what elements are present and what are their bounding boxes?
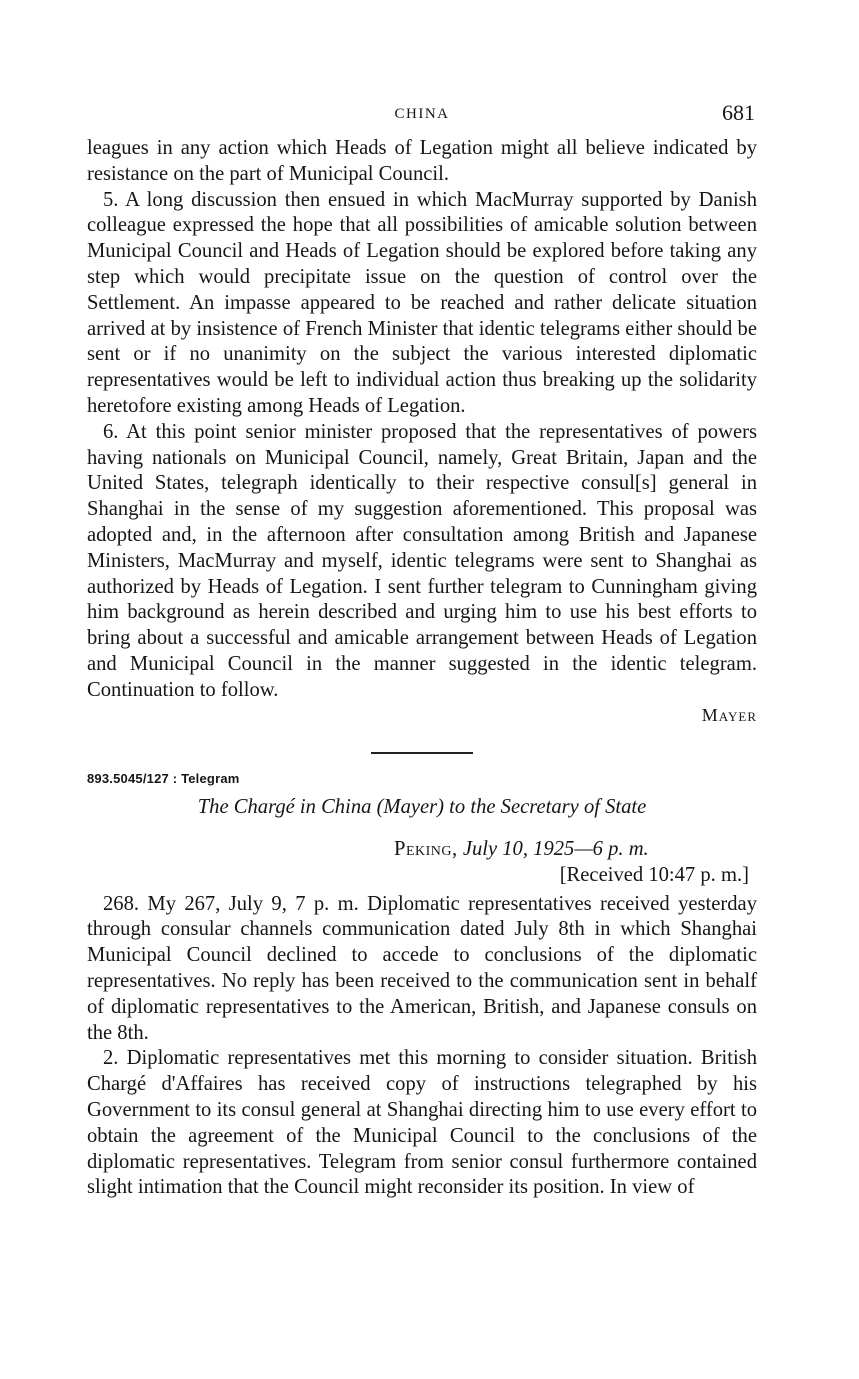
paragraph-268: 268. My 267, July 9, 7 p. m. Diplomatic representatives received yesterday through consular channels communication dated July 8th in which Shanghai Municipal Council declined to accede to conclusions of the diplomatic representatives. No reply has been received to the communication sent in behalf of diplomatic representatives to the American, British, and Japanese consuls on the 8th. xyxy=(87,892,757,1044)
dateline-date: July 10, 1925—6 p. m. xyxy=(462,837,649,860)
received-note: [Received 10:47 p. m.] xyxy=(559,863,749,886)
document-title: The Chargé in China (Mayer) to the Secretary of State xyxy=(197,795,647,818)
page-number: 681 xyxy=(722,100,755,125)
signature: Mayer xyxy=(701,704,757,725)
file-reference: 893.5045/127 : Telegram xyxy=(87,770,240,786)
dateline xyxy=(87,836,757,862)
paragraph-5: 5. A long discussion then ensued in which MacMurray supported by Danish colleague expressed the hope that all possibilities of amicable solution between Municipal Council and Heads of Legation should be explored before taking any step which would precipitate issue on the question of control over the Settlement. An impasse appeared to be reached and rather delicate situation arrived at by insistence of French Minister that identic telegrams either should be sent or if no unanimity on the subject the various interested diplomatic representatives would be left to individual action thus breaking up the solidarity heretofore existing among Heads of Legation. xyxy=(87,188,757,417)
document-page xyxy=(87,96,757,1201)
paragraph-2: 2. Diplomatic representatives met this morning to consider situation. British Chargé d'Affaires has received copy of instructions telegraphed by his Government to its consul general at Shanghai directing him to use every effort to obtain the agreement of the Municipal Council to the conclusions of the diplomatic representatives. Telegram from senior consul furthermore contained slight intimation that the Council might reconsider its position. In view of xyxy=(87,1047,757,1199)
paragraph-6: 6. At this point senior minister proposed that the representatives of powers having nationals on Municipal Council, namely, Great Britain, Japan and the United States, telegraph identically to their respective consul[s] general in Shanghai in the sense of my suggestion aforementioned. This proposal was adopted and, in the afternoon after consultation among British and Japanese Ministers, MacMurray and myself, identic telegrams were sent to Shanghai as authorized by Heads of Legation. I sent further telegram to Cunningham giving him background as herein described and urging him to use his best efforts to bring about a successful and amicable arrangement between Heads of Legation and Municipal Council in the manner suggested in the identic telegram. Continuation to follow. xyxy=(87,420,757,701)
running-header xyxy=(87,96,757,136)
paragraph-continued: leagues in any action which Heads of Legation might all believe indicated by resistance on the part of Municipal Council. xyxy=(87,137,757,185)
section-divider xyxy=(371,752,473,754)
running-title: CHINA xyxy=(394,106,450,122)
dateline-place: Peking, xyxy=(394,837,458,860)
